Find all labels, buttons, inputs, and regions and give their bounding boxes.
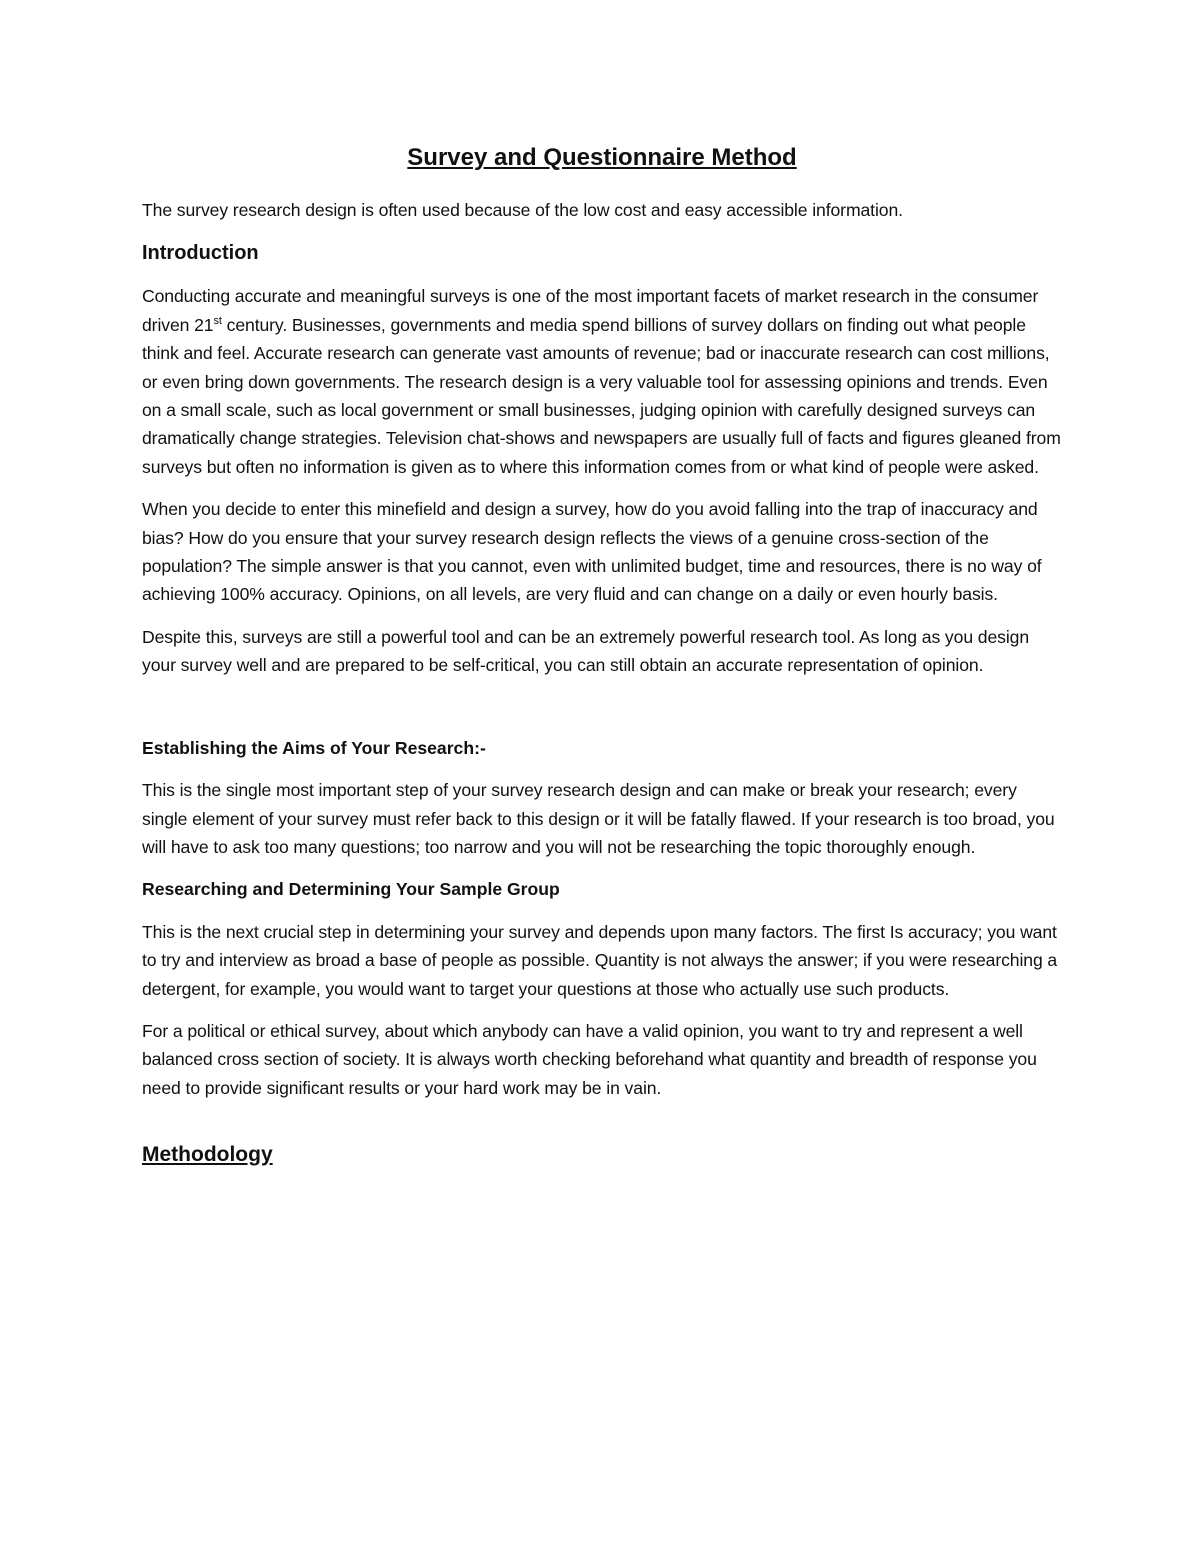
document-title: Survey and Questionnaire Method	[407, 144, 797, 171]
introduction-p1-superscript: st	[213, 314, 222, 327]
sample-heading: Researching and Determining Your Sample Group	[142, 879, 560, 900]
sample-paragraph-1: This is the next crucial step in determining your survey and depends upon many factors. The first Is accuracy; you want to try and interview as broad a base of people as possible. Quantity is not always the answer; if you were researching a detergent, for example, you would want to target your questions at those who actually use such products.	[142, 921, 1058, 999]
sample-paragraph-2: For a political or ethical survey, about which anybody can have a valid opinion, you want to try and represent a well balanced cross section of society. It is always worth checking beforehand what quantity and breadth of response you need to provide significant results or your hard work may be in vain.	[142, 1020, 1037, 1098]
introduction-p1-text-b: century. Businesses, governments and media spend billions of survey dollars on finding out what people think and feel. Accurate research can generate vast amounts of revenue; bad or inaccurate research can cost millions, or even bring down governments. The research design is a very valuable tool for assessing opinions and trends. Even on a small scale, such as local government or small businesses, judging opinion with carefully designed surveys can dramatically change strategies. Television chat-shows and newspapers are usually full of facts and figures gleaned from surveys but often no information is given as to where this information comes from or what kind of people were asked.	[142, 314, 1061, 477]
spacer	[142, 1116, 1062, 1140]
spacer	[142, 694, 1062, 734]
methodology-heading: Methodology	[142, 1143, 273, 1167]
document-subtitle: The survey research design is often used because of the low cost and easy accessible information.	[142, 200, 903, 220]
introduction-paragraph-3: Despite this, surveys are still a powerful tool and can be an extremely powerful research tool. As long as you design your survey well and are prepared to be self-critical, you can still obtain an accurate representation of opinion.	[142, 626, 1030, 676]
introduction-paragraph-2: When you decide to enter this minefield and design a survey, how do you avoid falling into the trap of inaccuracy and bias? How do you ensure that your survey research design reflects the views of a genuine cross-section of the population? The simple answer is that you cannot, even with unlimited budget, time and resources, there is no way of achieving 100% accuracy. Opinions, on all levels, are very fluid and can change on a daily or even hourly basis.	[142, 499, 1042, 605]
document-page	[142, 140, 1062, 1170]
introduction-heading: Introduction	[142, 242, 259, 265]
introduction-p1-text-a: Conducting accurate and meaningful surveys is one of the most important facets of market research in the consumer driven 21	[142, 286, 1039, 335]
aims-paragraph-1: This is the single most important step of your survey research design and can make or break your research; every single element of your survey must refer back to this design or it will be fatally flawed. If your research is too broad, you will have to ask too many questions; too narrow and you will not be researching the topic thoroughly enough.	[142, 780, 1055, 857]
introduction-paragraph-1	[142, 282, 1062, 481]
aims-heading: Establishing the Aims of Your Research:-	[142, 737, 486, 758]
